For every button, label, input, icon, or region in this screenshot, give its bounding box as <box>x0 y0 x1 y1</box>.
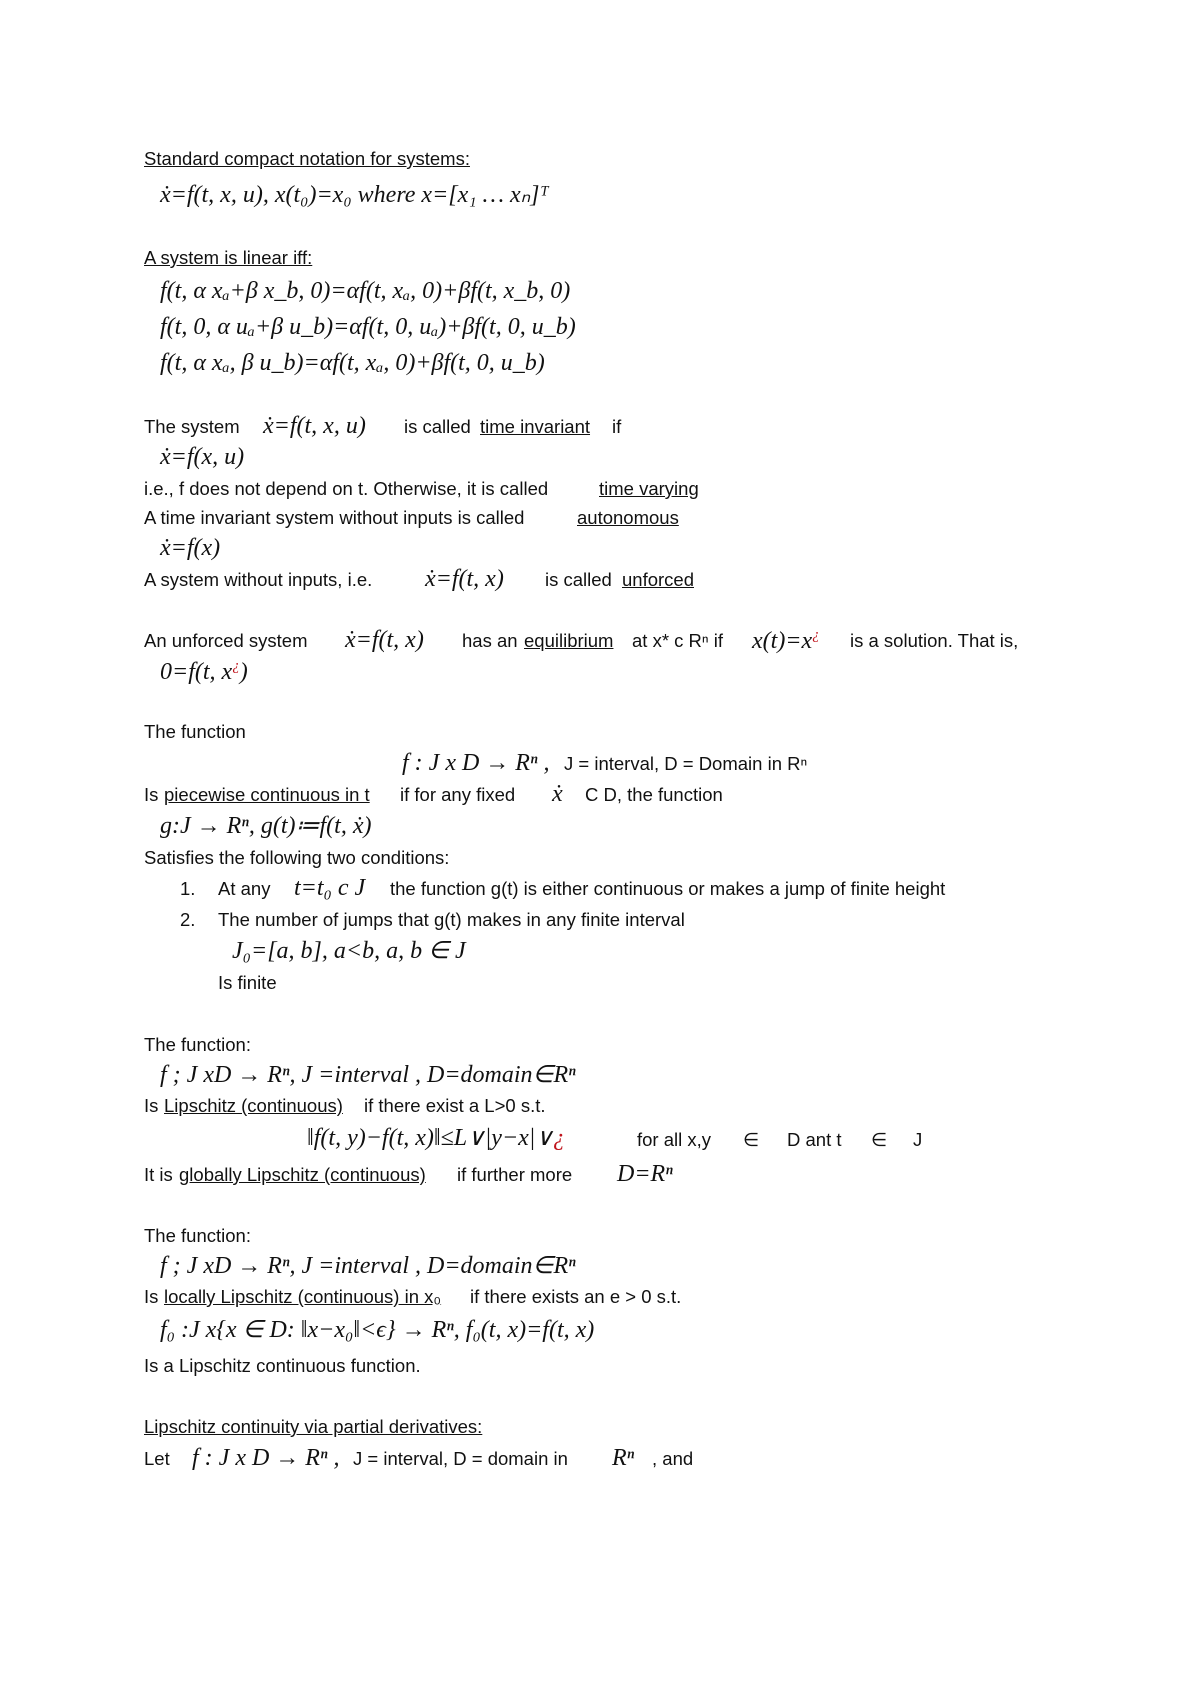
lip-j: J <box>913 1129 923 1150</box>
unforced-line-equation: ẋ=f(t, x) <box>425 566 504 592</box>
lip-forall: for all x,y <box>637 1129 712 1150</box>
lip-ant-t: D ant t <box>787 1129 842 1150</box>
pw-line-is: Is <box>144 784 159 805</box>
auto-line-text: A time invariant system without inputs is called <box>144 507 525 528</box>
global-line-it-is: It is <box>144 1164 173 1185</box>
g-function-def: g:J → Rⁿ, g(t)≔f(t, ẋ) <box>160 813 372 839</box>
item2-text: The number of jumps that g(t) makes in any finite interval <box>218 909 685 930</box>
lip-line-is: Is <box>144 1095 159 1116</box>
pw-line-xdot: ẋ <box>552 781 563 807</box>
global-domain-equation: D=Rⁿ <box>617 1161 673 1187</box>
satisfies-text: Satisfies the following two conditions: <box>144 847 450 868</box>
let-interval-text: J = interval, D = domain in <box>353 1448 568 1469</box>
equilibrium-solution: x(t)=x¿ <box>752 627 820 654</box>
unforced-term: unforced <box>622 569 694 590</box>
time-invariant-equation: ẋ=f(x, u) <box>160 444 245 470</box>
function-heading-3: The function: <box>144 1225 251 1246</box>
linear-eq-2: f(t, 0, α uₐ+β u_b)=αf(t, 0, uₐ)+βf(t, 0, u_b) <box>160 314 576 340</box>
function-mapping-tail: J = interval, D = Domain in Rⁿ <box>564 753 808 774</box>
local-line-conclusion: Is a Lipschitz continuous function. <box>144 1355 421 1376</box>
time-varying-term: time varying <box>599 478 699 499</box>
equilibrium-zero-equation: 0=f(t, x¿) <box>160 658 248 685</box>
equilibrium-term: equilibrium <box>524 630 614 651</box>
item1-text: the function g(t) is either continuous or makes a jump of finite height <box>390 878 946 899</box>
pw-line-fixed: if for any fixed <box>400 784 516 805</box>
unforced-line-called: is called <box>545 569 612 590</box>
globally-lipschitz-term: globally Lipschitz (continuous) <box>179 1164 426 1185</box>
ti-line-if: if <box>612 416 622 437</box>
function-heading-1: The function <box>144 721 246 742</box>
let-rn: Rⁿ <box>612 1445 635 1471</box>
ti-line-equation: ẋ=f(t, x, u) <box>263 413 366 439</box>
locally-lipschitz-term: locally Lipschitz (continuous) in x₀ <box>164 1286 442 1307</box>
lip-in-symbol-2: ∈ <box>871 1129 888 1150</box>
linear-eq-1: f(t, α xₐ+β x_b, 0)=αf(t, xₐ, 0)+βf(t, x_b, 0) <box>160 278 571 304</box>
eq-line-has: has an <box>462 630 518 651</box>
time-invariant-term: time invariant <box>480 416 591 437</box>
lip-in-symbol-1: ∈ <box>743 1129 760 1150</box>
eq-line-equation: ẋ=f(t, x) <box>345 627 424 653</box>
item2-finite: Is finite <box>218 972 277 993</box>
eq-line-solution: is a solution. That is, <box>850 630 1019 651</box>
function-mapping: f : J x D → Rⁿ , <box>402 750 550 776</box>
lipschitz-inequality: ‖f(t, y)−f(t, x)‖≤L∨|y−x|∨¿ <box>307 1125 565 1151</box>
autonomous-equation: ẋ=f(x) <box>160 535 221 561</box>
eq-line-intro: An unforced system <box>144 630 308 651</box>
eq-line-at: at x* c Rⁿ if <box>632 630 724 651</box>
pw-line-function: C D, the function <box>585 784 723 805</box>
autonomous-term: autonomous <box>577 507 679 528</box>
inverted-question-mark-2: ¿ <box>232 658 240 674</box>
system-equation: ẋ=f(t, x, u), x(t₀)=x₀ where x=[x₁ … xₙ]ᵀ <box>160 182 549 208</box>
partial-derivatives-heading: Lipschitz continuity via partial derivatives: <box>144 1416 483 1437</box>
unforced-line-intro: A system without inputs, i.e. <box>144 569 373 590</box>
global-line-furthermore: if further more <box>457 1164 573 1185</box>
tv-line-text: i.e., f does not depend on t. Otherwise, it is called <box>144 478 549 499</box>
item2-equation: J₀=[a, b], a<b, a, b ∈ J <box>232 938 466 964</box>
function-heading-2: The function: <box>144 1034 251 1055</box>
item1-at-any: At any <box>218 878 271 899</box>
inverted-question-mark: ¿ <box>812 627 820 643</box>
linear-eq-3: f(t, α xₐ, β u_b)=αf(t, xₐ, 0)+βf(t, 0, u_b) <box>160 350 545 376</box>
local-line-exists: if there exists an e > 0 s.t. <box>470 1286 682 1307</box>
lipschitz-term: Lipschitz (continuous) <box>164 1095 343 1116</box>
local-line-is: Is <box>144 1286 159 1307</box>
inverted-question-mark-3: ¿ <box>552 1125 565 1151</box>
list-number-1: 1. <box>180 878 196 899</box>
let-word: Let <box>144 1448 170 1469</box>
ti-line-called: is called <box>404 416 471 437</box>
lipschitz-domain-equation: f ; J xD → Rⁿ, J =interval , D=domain∈Rⁿ <box>160 1062 576 1088</box>
notation-heading: Standard compact notation for systems: <box>144 148 470 169</box>
list-number-2: 2. <box>180 909 196 930</box>
let-and: , and <box>652 1448 694 1469</box>
let-mapping: f : J x D → Rⁿ , <box>192 1445 340 1471</box>
lip-line-exist: if there exist a L>0 s.t. <box>364 1095 546 1116</box>
linear-heading: A system is linear iff: <box>144 247 313 268</box>
piecewise-term: piecewise continuous in t <box>164 784 370 805</box>
item1-equation: t=t₀ c J <box>294 875 366 901</box>
local-restriction-equation: f₀ :J x{x ∈ D: ‖x−x₀‖<ϵ} → Rⁿ, f₀(t, x)=f(t, x) <box>160 1317 595 1343</box>
ti-line-intro: The system <box>144 416 240 437</box>
local-domain-equation: f ; J xD → Rⁿ, J =interval , D=domain∈Rⁿ <box>160 1253 576 1279</box>
